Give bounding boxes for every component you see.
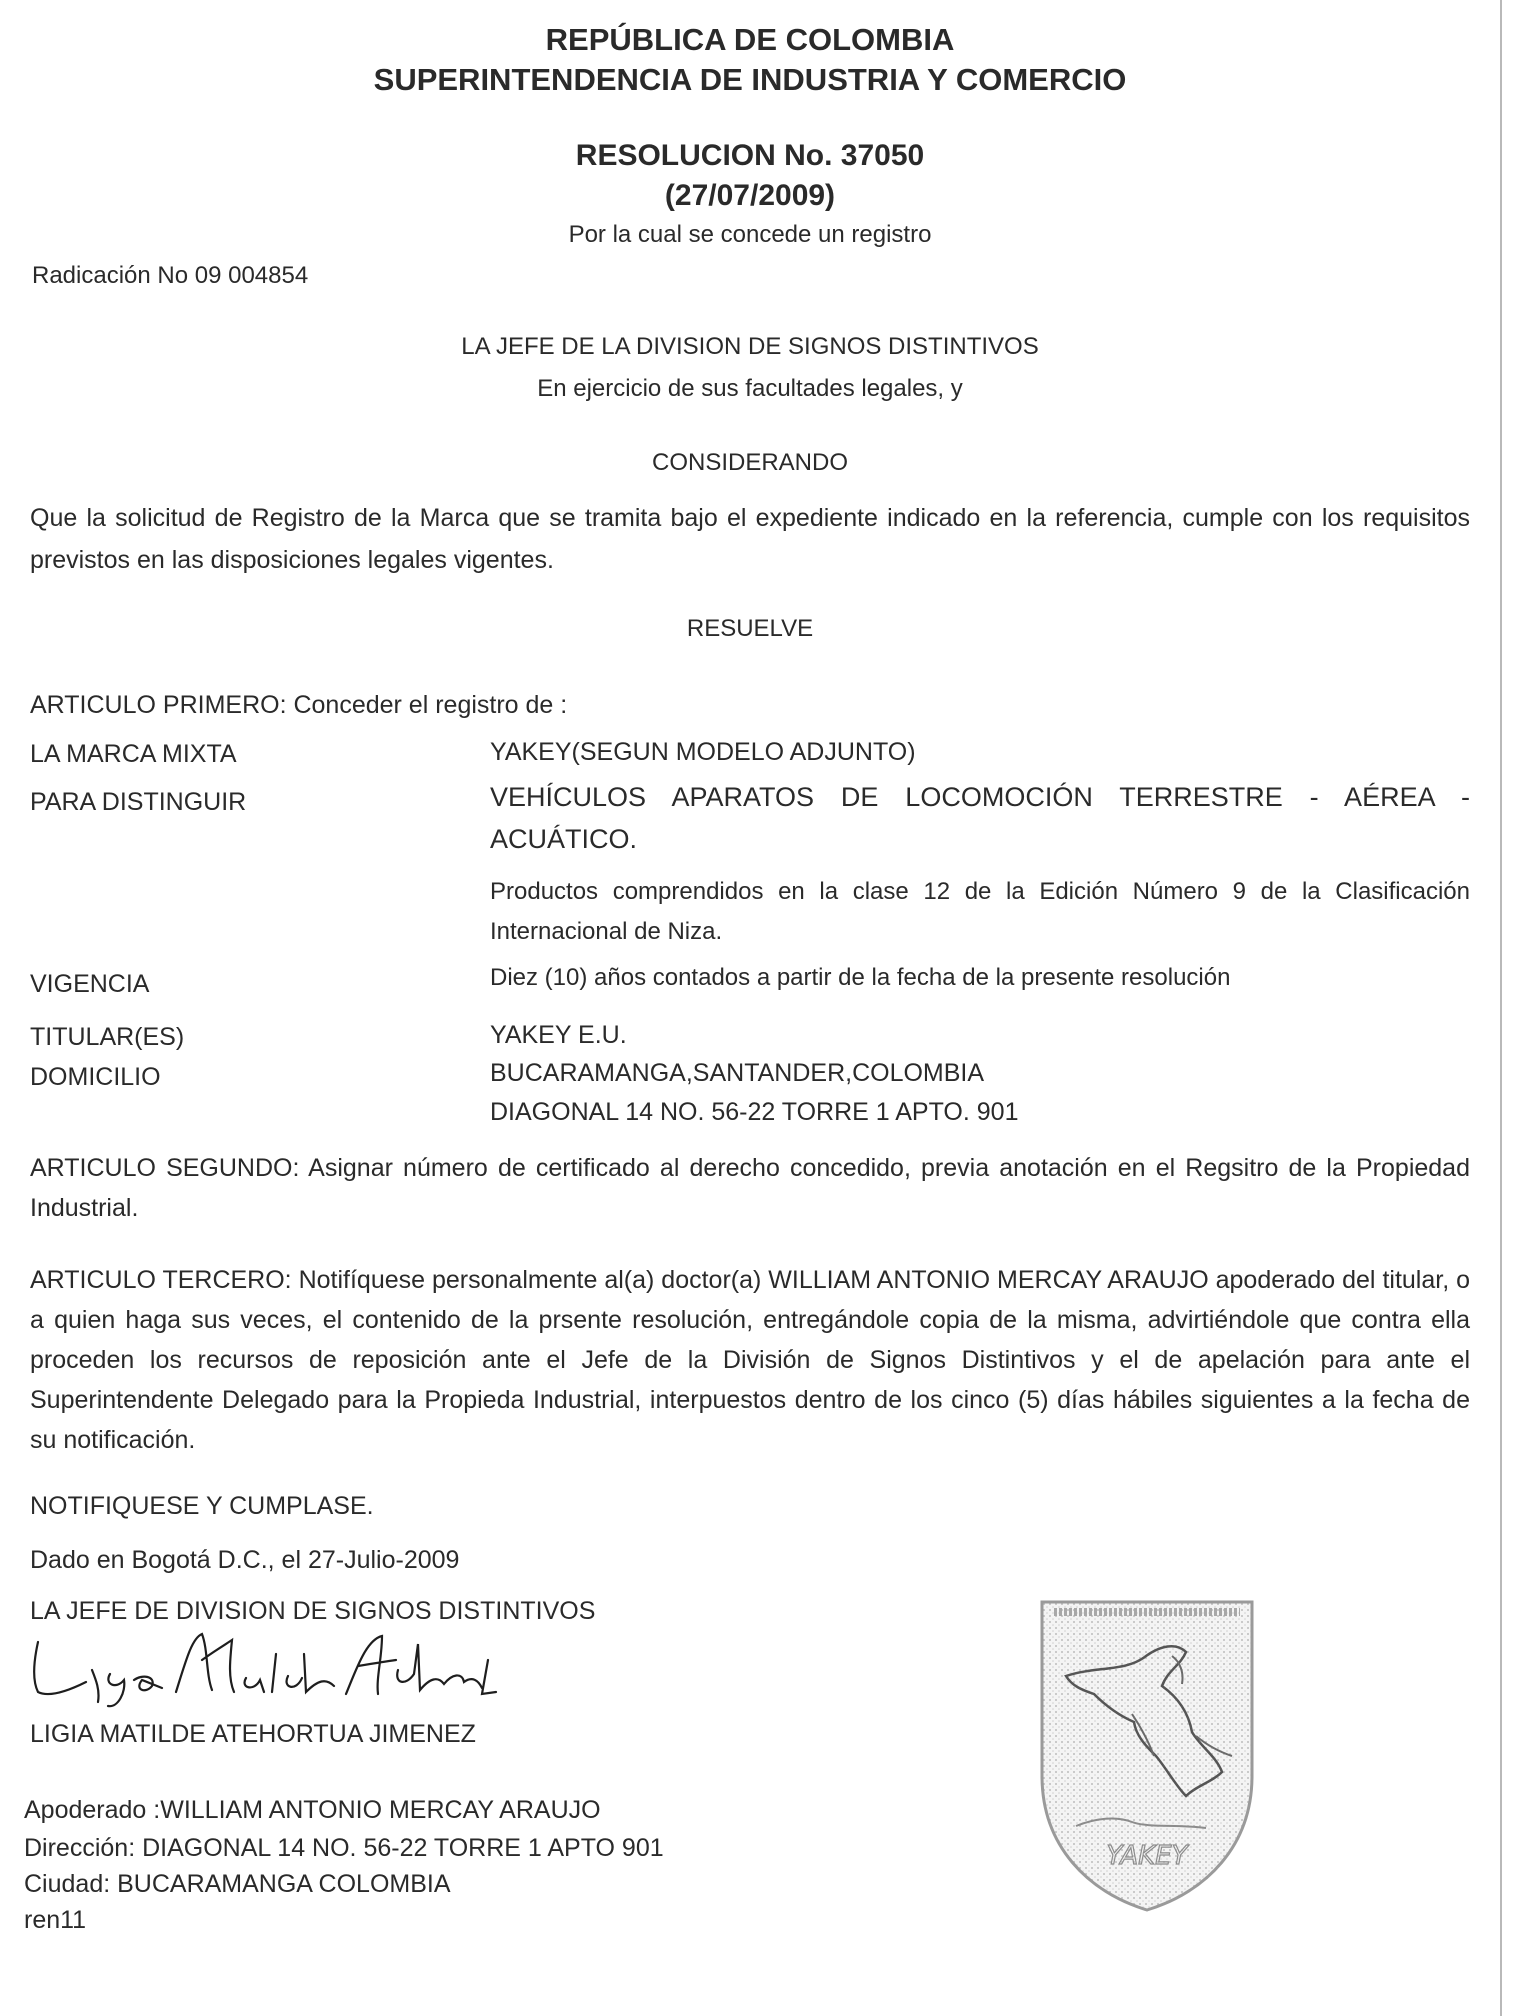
direccion-value: DIAGONAL 14 NO. 56-22 TORRE 1 APTO. 901 — [490, 1098, 1019, 1126]
articulo-segundo: ARTICULO SEGUNDO: Asignar número de certificado al derecho concedido, previa anotación en el Regsitro de la Propiedad Industrial. — [30, 1154, 1470, 1222]
resuelve-heading: RESUELVE — [686, 615, 814, 642]
titular-value: YAKEY E.U. — [490, 1021, 627, 1049]
considerando-text: Que la solicitud de Registro de la Marca que se tramita bajo el expediente indicado en la referencia, cumple con los requisitos previstos en las disposiciones legales vigentes. — [30, 504, 1470, 574]
apoderado-text: Apoderado :WILLIAM ANTONIO MERCAY ARAUJO — [24, 1796, 601, 1824]
footer-ciudad: Ciudad: BUCARAMANGA COLOMBIA — [24, 1870, 451, 1898]
authority-title: LA JEFE DE LA DIVISION DE SIGNOS DISTINTIVOS — [461, 333, 1039, 360]
resolution-date: (27/07/2009) — [664, 179, 836, 212]
notifiquese-text: NOTIFIQUESE Y CUMPLASE. — [30, 1492, 374, 1520]
distinguir-label: PARA DISTINGUIR — [30, 788, 247, 816]
vigencia-label: VIGENCIA — [30, 970, 150, 998]
productos-text: Productos comprendidos en la clase 12 de la Edición Número 9 de la Clasificación Internacional de Niza. — [490, 878, 1470, 945]
titular-label: TITULAR(ES) — [30, 1023, 185, 1051]
seal-brand-text: YAKEY — [1106, 1841, 1188, 1871]
scan-border-line — [1500, 0, 1502, 2016]
vigencia-value: Diez (10) años contados a partir de la fecha de la presente resolución — [490, 964, 1231, 991]
radicacion-number: Radicación No 09 004854 — [32, 262, 309, 289]
articulo-primero: ARTICULO PRIMERO: Conceder el registro de : — [30, 691, 568, 719]
marca-value: YAKEY(SEGUN MODELO ADJUNTO) — [490, 738, 916, 766]
distinguir-value: VEHÍCULOS APARATOS DE LOCOMOCIÓN TERRESTRE - AÉREA - ACUÁTICO. — [490, 782, 1470, 854]
jefe-title: LA JEFE DE DIVISION DE SIGNOS DISTINTIVOS — [30, 1597, 596, 1625]
authority-subtitle: En ejercicio de sus facultades legales, y — [537, 375, 963, 402]
agency-title: SUPERINTENDENCIA DE INDUSTRIA Y COMERCIO — [373, 62, 1127, 97]
brand-logo-seal — [1036, 1596, 1258, 1914]
marca-label: LA MARCA MIXTA — [30, 740, 237, 768]
handwritten-signature — [26, 1630, 506, 1710]
articulo-tercero: ARTICULO TERCERO: Notifíquese personalmente al(a) doctor(a) WILLIAM ANTONIO MERCAY ARAUJO apoderado del titular, o a quien haga sus veces, el contenido de la prsente resolución, entregándole copia de la misma, advirtiéndole que contra ella proceden los recursos de reposición ante el Jefe de la División de Signos Distintivos y el de apelación para ante el Superintendente Delegado para la Propieda Industrial, interpuestos dentro de los cinco (5) días hábiles siguientes a la fecha de su notificación. — [30, 1266, 1470, 1454]
domicilio-label: DOMICILIO — [30, 1063, 161, 1091]
considerando-heading: CONSIDERANDO — [651, 449, 849, 476]
domicilio-value: BUCARAMANGA,SANTANDER,COLOMBIA — [490, 1059, 985, 1087]
resolution-number: RESOLUCION No. 37050 — [575, 139, 925, 172]
resolution-subtitle: Por la cual se concede un registro — [568, 221, 932, 248]
dado-en-text: Dado en Bogotá D.C., el 27-Julio-2009 — [30, 1546, 460, 1574]
footer-direccion: Dirección: DIAGONAL 14 NO. 56-22 TORRE 1 APTO 901 — [24, 1834, 664, 1862]
country-title: REPÚBLICA DE COLOMBIA — [545, 22, 955, 57]
footer-code: ren11 — [24, 1906, 87, 1934]
signer-name: LIGIA MATILDE ATEHORTUA JIMENEZ — [30, 1720, 476, 1748]
